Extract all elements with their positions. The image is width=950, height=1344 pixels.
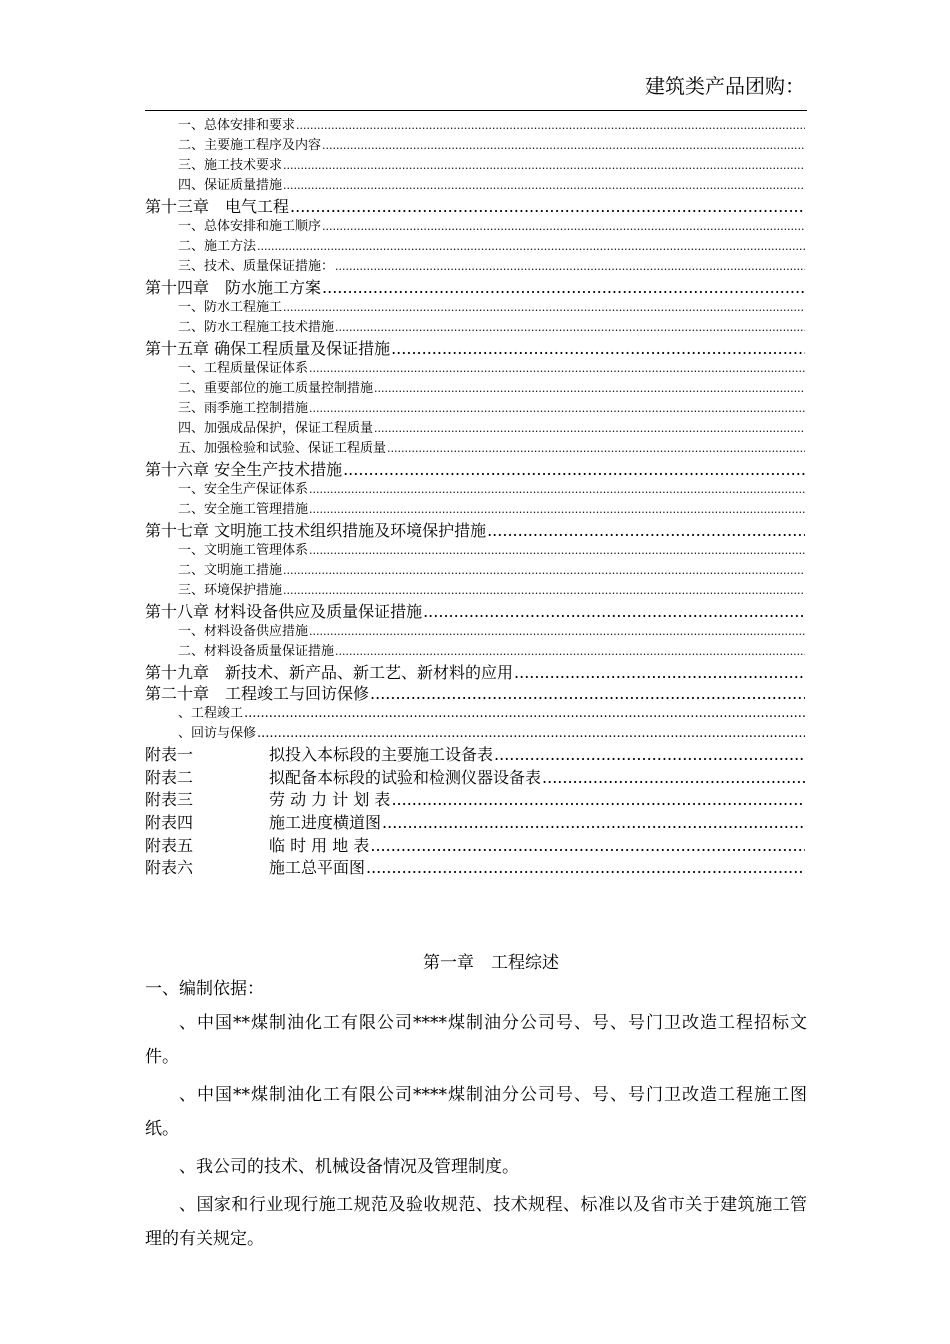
toc-leader-dots <box>322 217 805 237</box>
toc-entry-text: 二、防水工程施工技术措施 <box>178 320 335 335</box>
toc-chapter-entry[interactable] <box>145 520 805 541</box>
toc-leader-dots <box>309 541 805 561</box>
toc-section-entry[interactable] <box>145 561 805 581</box>
toc-section-entry[interactable] <box>145 622 805 642</box>
toc-chapter-entry[interactable] <box>145 196 805 217</box>
toc-section-entry[interactable] <box>145 298 805 318</box>
toc-leader-dots <box>322 136 805 156</box>
appendix-label: 附表三 <box>145 790 194 810</box>
toc-entry-text: 二、文明施工措施 <box>178 563 283 578</box>
toc-section-entry[interactable] <box>145 642 805 662</box>
toc-entry-text: 一、工程质量保证体系 <box>178 361 309 376</box>
toc-leader-dots <box>309 500 805 520</box>
toc-leader-dots <box>423 601 805 622</box>
toc-leader-dots <box>343 459 805 480</box>
appendix-title: 劳 动 力 计 划 表 <box>269 790 391 810</box>
toc-section-entry[interactable] <box>145 237 805 257</box>
appendix-label: 附表四 <box>145 813 194 833</box>
appendix-title: 施工总平面图 <box>269 858 366 878</box>
toc-leader-dots <box>296 116 805 136</box>
toc-section-entry[interactable] <box>145 116 805 136</box>
appendix-label: 附表五 <box>145 835 194 855</box>
toc-leader-dots <box>382 812 805 835</box>
toc-entry-text: 第十五章 确保工程质量及保证措施 <box>145 339 391 358</box>
toc-chapter-entry[interactable] <box>145 277 805 298</box>
toc-leader-dots <box>391 789 805 812</box>
toc-entry-text: 二、施工方法 <box>178 239 257 254</box>
toc-chapter-entry[interactable] <box>145 683 805 704</box>
toc-section-entry[interactable] <box>145 500 805 520</box>
toc-leader-dots <box>309 480 805 500</box>
section-title: 一、编制依据： <box>145 979 264 999</box>
chapter-body <box>145 950 807 1256</box>
toc-section-entry[interactable] <box>145 379 805 399</box>
toc-entry-text: 、工程竣工 <box>178 706 244 721</box>
body-paragraph: 、我公司的技术、机械设备情况及管理制度。 <box>179 1157 519 1177</box>
header-rule <box>145 110 807 111</box>
toc-entry-text: 四、保证质量措施 <box>178 178 283 193</box>
toc-entry-text: 一、总体安排和要求 <box>178 118 296 133</box>
toc-leader-dots <box>335 257 805 277</box>
toc-section-entry[interactable] <box>145 439 805 459</box>
toc-leader-dots <box>309 622 805 642</box>
toc-entry-text: 三、施工技术要求 <box>178 158 283 173</box>
toc-entry-text: 二、安全施工管理措施 <box>178 502 309 517</box>
toc-entry-text: 一、文明施工管理体系 <box>178 543 309 558</box>
toc-leader-dots <box>494 744 805 767</box>
toc-section-entry[interactable] <box>145 359 805 379</box>
toc-entry-text: 一、安全生产保证体系 <box>178 482 309 497</box>
toc-appendix-entry[interactable] <box>145 744 805 767</box>
toc-section-entry[interactable] <box>145 176 805 196</box>
toc-leader-dots <box>366 857 805 880</box>
toc-leader-dots <box>370 835 805 858</box>
appendix-title: 临 时 用 地 表 <box>269 835 370 855</box>
appendix-label: 附表一 <box>145 745 194 764</box>
toc-leader-dots <box>391 338 805 359</box>
toc-entry-text: 一、总体安排和施工顺序 <box>178 219 322 234</box>
toc-leader-dots <box>335 318 805 338</box>
toc-leader-dots <box>374 419 805 439</box>
toc-entry-text: 第十六章 安全生产技术措施 <box>145 460 343 479</box>
toc-entry-text: 第十四章 防水施工方案 <box>145 278 322 297</box>
appendix-title: 拟投入本标段的主要施工设备表 <box>269 745 494 764</box>
body-paragraph: 、国家和行业现行施工规范及验收规范、技术规程、标准以及省市关于建筑施工管理的有关规定。 <box>145 1195 807 1249</box>
toc-section-entry[interactable] <box>145 724 805 744</box>
paragraphs <box>145 1006 807 1256</box>
toc-entry-text: 三、技术、质量保证措施： <box>178 259 335 274</box>
toc-entry-text: 一、防水工程施工 <box>178 300 283 315</box>
toc-section-entry[interactable] <box>145 318 805 338</box>
body-paragraph: 、中国**煤制油化工有限公司****煤制油分公司号、号、号门卫改造工程施工图纸。 <box>145 1085 807 1139</box>
appendix-label: 附表二 <box>145 767 194 787</box>
toc-leader-dots <box>487 520 805 541</box>
toc-entry-text: 三、环境保护措施 <box>178 583 283 598</box>
toc-section-entry[interactable] <box>145 541 805 561</box>
appendix-title: 施工进度横道图 <box>269 813 382 833</box>
toc-appendix-entry[interactable] <box>145 767 805 790</box>
toc-leader-dots <box>335 642 805 662</box>
appendix-label: 附表六 <box>145 858 194 878</box>
toc-leader-dots <box>257 724 805 744</box>
toc-section-entry[interactable] <box>145 217 805 237</box>
toc-chapter-entry[interactable] <box>145 459 805 480</box>
toc-entry-text: 三、雨季施工控制措施 <box>178 401 309 416</box>
toc-appendix-entry[interactable] <box>145 789 805 812</box>
toc-chapter-entry[interactable] <box>145 662 805 683</box>
toc-section-entry[interactable] <box>145 156 805 176</box>
table-of-contents <box>145 116 805 880</box>
toc-entry-text: 第十八章 材料设备供应及质量保证措施 <box>145 602 423 621</box>
toc-entry-text: 第二十章 工程竣工与回访保修 <box>145 684 370 703</box>
toc-leader-dots <box>309 399 805 419</box>
toc-entry-text: 五、加强检验和试验、保证工程质量 <box>178 441 387 456</box>
appendix-title: 拟配备本标段的试验和检测仪器设备表 <box>269 767 542 787</box>
body-paragraph: 、中国**煤制油化工有限公司****煤制油分公司号、号、号门卫改造工程招标文件。 <box>145 1013 807 1067</box>
toc-chapter-entry[interactable] <box>145 338 805 359</box>
toc-entry-text: 二、重要部位的施工质量控制措施 <box>178 381 374 396</box>
toc-leader-dots <box>257 237 805 257</box>
toc-section-entry[interactable] <box>145 581 805 601</box>
toc-entry-text: 二、主要施工程序及内容 <box>178 138 322 153</box>
toc-leader-dots <box>283 176 805 196</box>
toc-leader-dots <box>283 581 805 601</box>
toc-entry-text: 四、加强成品保护，保证工程质量 <box>178 421 374 436</box>
toc-leader-dots <box>244 704 805 724</box>
toc-appendix-entry[interactable] <box>145 812 805 835</box>
toc-entry-text: 、回访与保修 <box>178 726 257 741</box>
toc-leader-dots <box>290 196 805 217</box>
toc-appendix-entry[interactable] <box>145 857 805 880</box>
toc-entry-text: 第十九章 新技术、新产品、新工艺、新材料的应用 <box>145 663 514 682</box>
toc-section-entry[interactable] <box>145 480 805 500</box>
toc-appendix-entry[interactable] <box>145 835 805 858</box>
chapter-title: 第一章 工程综述 <box>423 953 559 973</box>
toc-entry-text: 一、材料设备供应措施 <box>178 624 309 639</box>
toc-leader-dots <box>322 277 805 298</box>
toc-leader-dots <box>370 683 805 704</box>
toc-leader-dots <box>309 359 805 379</box>
toc-section-entry[interactable] <box>145 136 805 156</box>
toc-section-entry[interactable] <box>145 419 805 439</box>
toc-chapter-entry[interactable] <box>145 601 805 622</box>
page-header: 建筑类产品团购： <box>645 74 805 98</box>
toc-entry-text: 第十三章 电气工程 <box>145 197 290 216</box>
toc-section-entry[interactable] <box>145 704 805 724</box>
toc-leader-dots <box>387 439 805 459</box>
toc-entry-text: 二、材料设备质量保证措施 <box>178 644 335 659</box>
toc-leader-dots <box>283 298 805 318</box>
toc-leader-dots <box>374 379 805 399</box>
toc-leader-dots <box>283 156 805 176</box>
toc-entry-text: 第十七章 文明施工技术组织措施及环境保护措施 <box>145 521 487 540</box>
toc-leader-dots <box>514 662 805 683</box>
toc-leader-dots <box>283 561 805 581</box>
toc-section-entry[interactable] <box>145 257 805 277</box>
toc-leader-dots <box>542 767 805 790</box>
toc-section-entry[interactable] <box>145 399 805 419</box>
